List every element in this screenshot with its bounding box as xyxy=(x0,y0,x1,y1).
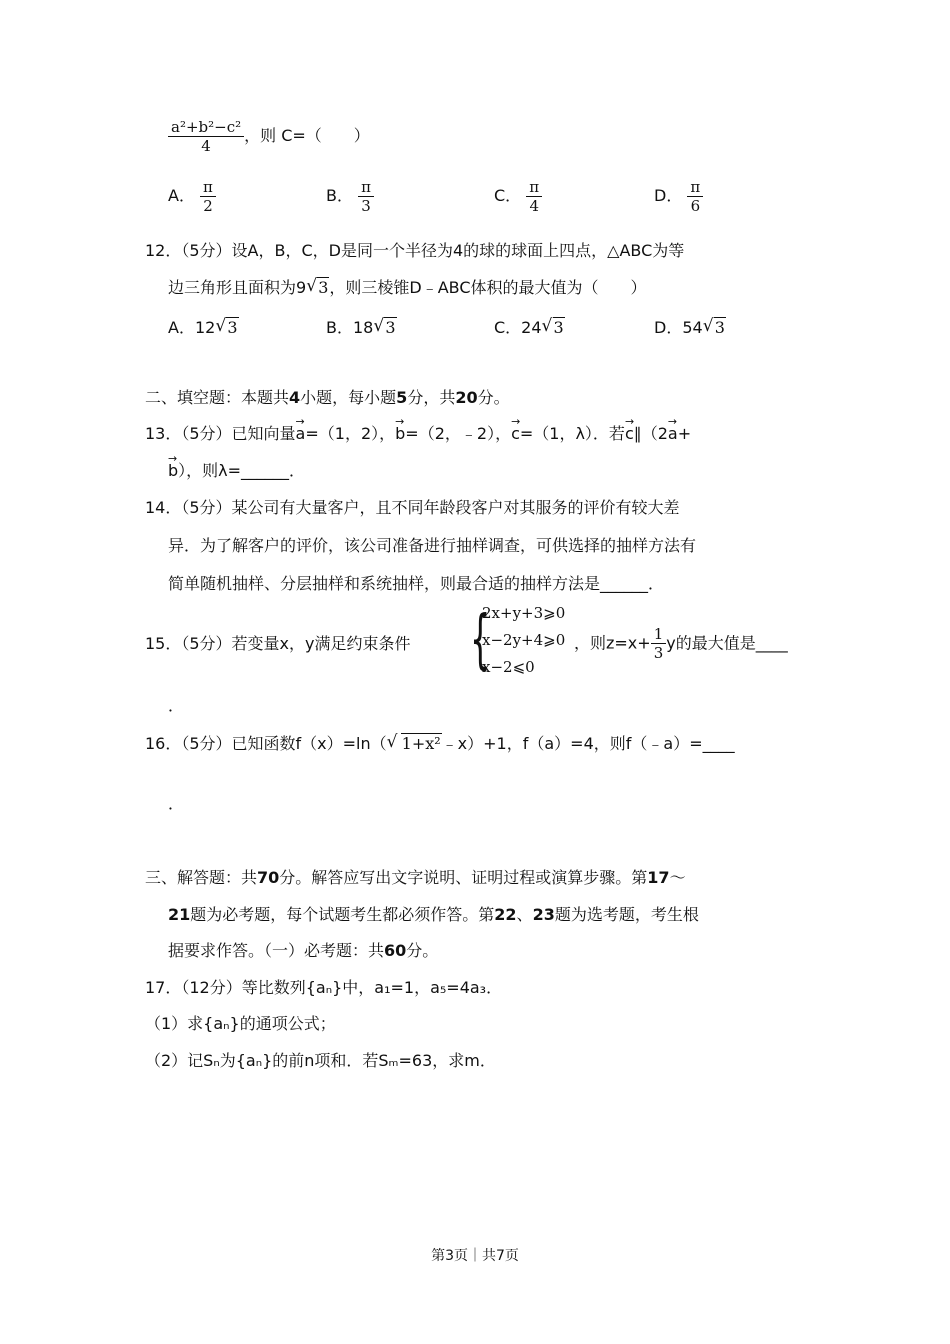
option-den: 6 xyxy=(690,197,701,215)
frac-num: 1 xyxy=(651,625,667,644)
heading-number: 4 xyxy=(289,388,301,407)
q13-line-1 xyxy=(145,423,691,445)
q11-option-b xyxy=(326,178,374,215)
heading-text: 小题，每小题 xyxy=(300,388,397,407)
heading-number: 60 xyxy=(384,941,407,960)
heading-text: 二、填空题：本题共 xyxy=(145,388,290,407)
frac-den: 3 xyxy=(653,644,664,662)
q14-line-2: 异．为了解客户的评价，该公司准备进行抽样调查，可供选择的抽样方法有 xyxy=(168,536,697,555)
option-den: 2 xyxy=(203,197,213,215)
q16-text: ﹣x）+1，f（a）=4，则f（﹣a）=____ xyxy=(441,734,735,753)
heading-number: 20 xyxy=(455,388,478,407)
q13-text: ∥（2 xyxy=(633,424,668,443)
heading-text: 分。解答应写出文字说明、证明过程或演算步骤。第 xyxy=(279,868,648,887)
q15-text: ，则z=x+ xyxy=(574,633,651,653)
heading-text: 分。 xyxy=(406,941,439,960)
heading-text: 题为必考题，每个试题考生都必须作答。第 xyxy=(190,905,495,924)
q17-line-1: 17．（12分）等比数列{aₙ}中，a₁=1，a₅=4a₃． xyxy=(145,978,503,997)
q12-text: 边三角形且面积为9 xyxy=(168,278,307,297)
q17-part-1: （1）求{aₙ}的通项公式； xyxy=(145,1014,336,1033)
option-num: π xyxy=(687,178,703,197)
heading-text: 分。 xyxy=(477,388,510,407)
radicand: 1+x² xyxy=(401,734,441,753)
q15-text: y的最大值是____ xyxy=(666,633,788,653)
heading-text: 、 xyxy=(516,905,533,924)
q14-line-1: 14．（5分）某公司有大量客户，且不同年龄段客户对其服务的评价有较大差 xyxy=(145,498,680,517)
q12-option-c xyxy=(494,315,565,338)
q11-fraction xyxy=(168,118,244,155)
heading-text: 分，共 xyxy=(407,388,456,407)
constraint-3: x−2⩽0 xyxy=(482,658,535,676)
option-label: D． xyxy=(654,186,683,205)
q16-line xyxy=(145,733,735,755)
option-label: C． xyxy=(494,186,522,205)
radicand: 3 xyxy=(318,278,329,297)
sqrt xyxy=(215,318,238,337)
option-den: 4 xyxy=(529,197,539,215)
q11-option-c xyxy=(494,178,542,215)
vector-a: → a xyxy=(668,423,678,445)
section-3-heading-1 xyxy=(145,867,686,889)
q13-text: 13．（5分）已知向量 xyxy=(145,424,296,443)
vector-c: → c xyxy=(625,423,634,445)
q17-part-2: （2）记Sₙ为{aₙ}的前n项和．若Sₘ=63，求m． xyxy=(145,1051,496,1070)
heading-text: 三、解答题：共 xyxy=(145,868,258,887)
heading-text: ～ xyxy=(669,868,686,887)
radicand: 3 xyxy=(553,318,564,337)
q16-dot: ． xyxy=(168,794,185,813)
q15-constraint-system xyxy=(470,604,590,680)
heading-number: 5 xyxy=(396,388,408,407)
option-label: D．54 xyxy=(654,318,703,337)
heading-number: 22 xyxy=(494,905,517,924)
radicand: 3 xyxy=(385,318,396,337)
q13-text: =（2，﹣2）， xyxy=(405,424,512,443)
q13-text: =（1，λ）．若 xyxy=(519,424,625,443)
q15-post xyxy=(574,625,788,662)
q12-line-1: 12．（5分）设A，B，C，D是同一个半径为4的球的球面上四点，△ABC为等 xyxy=(145,241,685,260)
q11-frac-num: a²+b²−c² xyxy=(168,118,244,137)
q15-dot: ． xyxy=(168,696,185,715)
option-num: π xyxy=(200,178,216,197)
q16-text: 16．（5分）已知函数f（x）=ln（ xyxy=(145,734,387,753)
heading-number: 21 xyxy=(168,905,191,924)
heading-text: 题为选考题，考生根 xyxy=(554,905,699,924)
sqrt xyxy=(542,318,565,337)
constraint-1: 2x+y+3⩾0 xyxy=(482,604,566,622)
option-den: 3 xyxy=(361,197,371,215)
q13-line-2 xyxy=(168,460,305,482)
q11-tail: ，则 C=（ ） xyxy=(244,126,370,145)
option-label: B． xyxy=(326,186,353,205)
radicand: 3 xyxy=(714,318,725,337)
q13-text: =（1，2）， xyxy=(305,424,396,443)
sqrt xyxy=(387,733,442,755)
q11-option-a xyxy=(168,178,216,215)
heading-number: 23 xyxy=(532,905,555,924)
q12-line-2 xyxy=(168,277,647,299)
heading-number: 17 xyxy=(647,868,670,887)
q12-option-b xyxy=(326,315,397,338)
q15-pre: 15．（5分）若变量x，y满足约束条件 xyxy=(145,634,411,653)
option-label: B．18 xyxy=(326,318,374,337)
sqrt xyxy=(703,318,726,337)
q11-stem xyxy=(168,118,370,155)
q11-option-d xyxy=(654,178,703,215)
sqrt xyxy=(306,277,329,299)
heading-text: 据要求作答。（一）必考题：共 xyxy=(168,941,385,960)
q12-text: ，则三棱锥D﹣ABC体积的最大值为（ ） xyxy=(329,278,647,297)
vector-b: → b xyxy=(395,423,405,445)
radicand: 3 xyxy=(227,318,238,337)
page-footer: 第3页｜共7页 xyxy=(431,1248,519,1264)
sqrt xyxy=(373,318,396,337)
q11-frac-den: 4 xyxy=(201,137,211,155)
q15-fraction xyxy=(651,625,667,662)
q13-text: + xyxy=(677,424,692,443)
q13-text: ），则λ=______． xyxy=(178,461,306,480)
option-label: A． xyxy=(168,186,195,205)
q12-option-a xyxy=(168,315,239,338)
vector-b: → b xyxy=(168,460,178,482)
option-label: C．24 xyxy=(494,318,542,337)
q14-line-3: 简单随机抽样、分层抽样和系统抽样，则最合适的抽样方法是______． xyxy=(168,574,665,593)
vector-a: → a xyxy=(296,423,306,445)
option-num: π xyxy=(358,178,374,197)
vector-c: → c xyxy=(511,423,520,445)
constraint-2: x−2y+4⩾0 xyxy=(482,631,566,649)
left-brace-icon: { xyxy=(470,603,491,677)
section-2-heading xyxy=(145,387,510,409)
option-num: π xyxy=(526,178,542,197)
heading-number: 70 xyxy=(257,868,280,887)
q12-option-d xyxy=(654,315,726,338)
section-3-heading-3 xyxy=(168,940,438,962)
option-label: A．12 xyxy=(168,318,216,337)
section-3-heading-2 xyxy=(168,904,699,926)
